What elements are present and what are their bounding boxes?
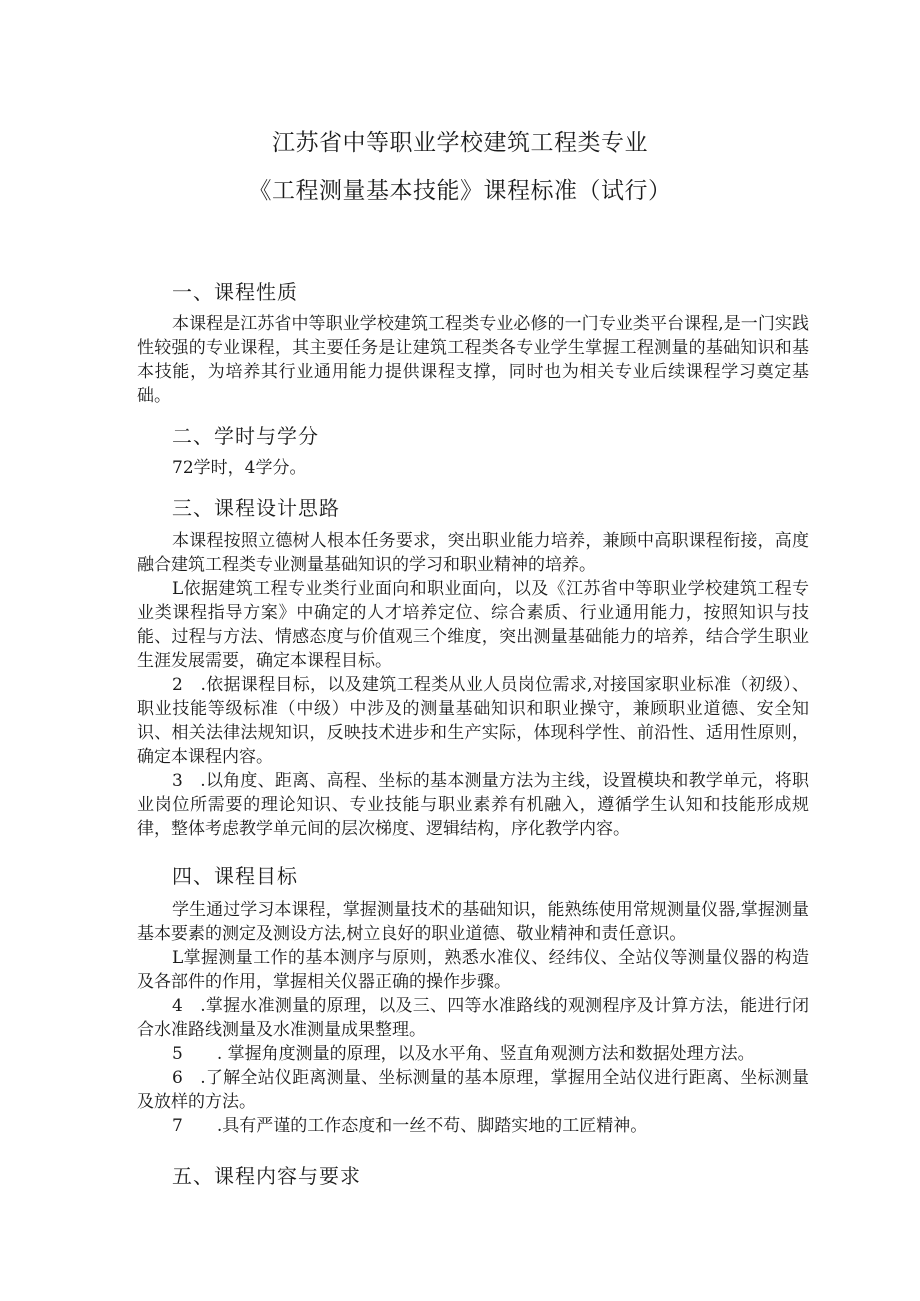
document-title-line-2: 《工程测量基本技能》课程标准（试行）: [248, 178, 672, 204]
paragraph: 5 . 掌握角度测量的原理，以及水平角、竖直角观测方法和数据处理方法。: [172, 1044, 755, 1064]
paragraph: 4 .掌握水准测量的原理，以及三、四等水准路线的观测程序及计算方法，能进行闭合水准路线测量及水准测量成果整理。: [137, 996, 809, 1040]
paragraph: 3 .以角度、距离、高程、坐标的基本测量方法为主线，设置模块和教学单元，将职业岗位所需要的理论知识、专业技能与职业素养有机融入，遵循学生认知和技能形成规律，整体考虑教学单元间的层次梯度、逻辑结构，序化教学内容。: [137, 771, 809, 839]
paragraph: 2 .依据课程目标，以及建筑工程类从业人员岗位需求,对接国家职业标准（初级）、职业技能等级标准（中级）中涉及的测量基础知识和职业操守，兼顾职业道德、安全知识、相关法律法规知识，反映技术进步和生产实际，体现科学性、前沿性、适用性原则，确定本课程内容。: [137, 675, 809, 767]
section-body-design-ideas: [137, 529, 809, 841]
paragraph: L依据建筑工程专业类行业面向和职业面向，以及《江苏省中等职业学校建筑工程专业类课程指导方案》中确定的人才培养定位、综合素质、行业通用能力，按照知识与技能、过程与方法、情感态度与价值观三个维度，突出测量基础能力的培养，结合学生职业生涯发展需要，确定本课程目标。: [137, 579, 809, 671]
section-body-hours-credits: [137, 456, 809, 480]
paragraph: 本课程按照立德树人根本任务要求，突出职业能力培养，兼顾中高职课程衔接，高度融合建筑工程类专业测量基础知识的学习和职业精神的培养。: [137, 531, 809, 575]
document-title-line-1: 江苏省中等职业学校建筑工程类专业: [272, 130, 648, 156]
section-body-objectives: [137, 898, 809, 1138]
paragraph: 本课程是江苏省中等职业学校建筑工程类专业必修的一门专业类平台课程,是一门实践性较强的专业课程，其主要任务是让建筑工程类各专业学生掌握工程测量的基础知识和基本技能，为培养其行业通用能力提供课程支撑，同时也为相关专业后续课程学习奠定基础。: [137, 314, 809, 406]
paragraph: 学生通过学习本课程，掌握测量技术的基础知识，能熟练使用常规测量仪器,掌握测量基本要素的测定及测设方法,树立良好的职业道德、敬业精神和责任意识。: [137, 900, 809, 944]
paragraph: 72学时，4学分。: [172, 458, 307, 478]
paragraph: 7 .具有严谨的工作态度和一丝不苟、脚踏实地的工匠精神。: [172, 1116, 648, 1136]
paragraph: L掌握测量工作的基本测序与原则，熟悉水准仪、经纬仪、全站仪等测量仪器的构造及各部件的作用，掌握相关仪器正确的操作步骤。: [137, 948, 809, 992]
section-heading-hours-credits: 二、学时与学分: [172, 424, 319, 448]
paragraph: 6 .了解全站仪距离测量、坐标测量的基本原理，掌握用全站仪进行距离、坐标测量及放样的方法。: [137, 1068, 809, 1112]
section-heading-objectives: 四、课程目标: [172, 864, 298, 888]
section-heading-nature: 一、课程性质: [172, 280, 298, 304]
section-body-nature: [137, 312, 809, 408]
section-heading-design-ideas: 三、课程设计思路: [172, 496, 340, 520]
section-heading-content-requirements: 五、课程内容与要求: [172, 1164, 361, 1188]
